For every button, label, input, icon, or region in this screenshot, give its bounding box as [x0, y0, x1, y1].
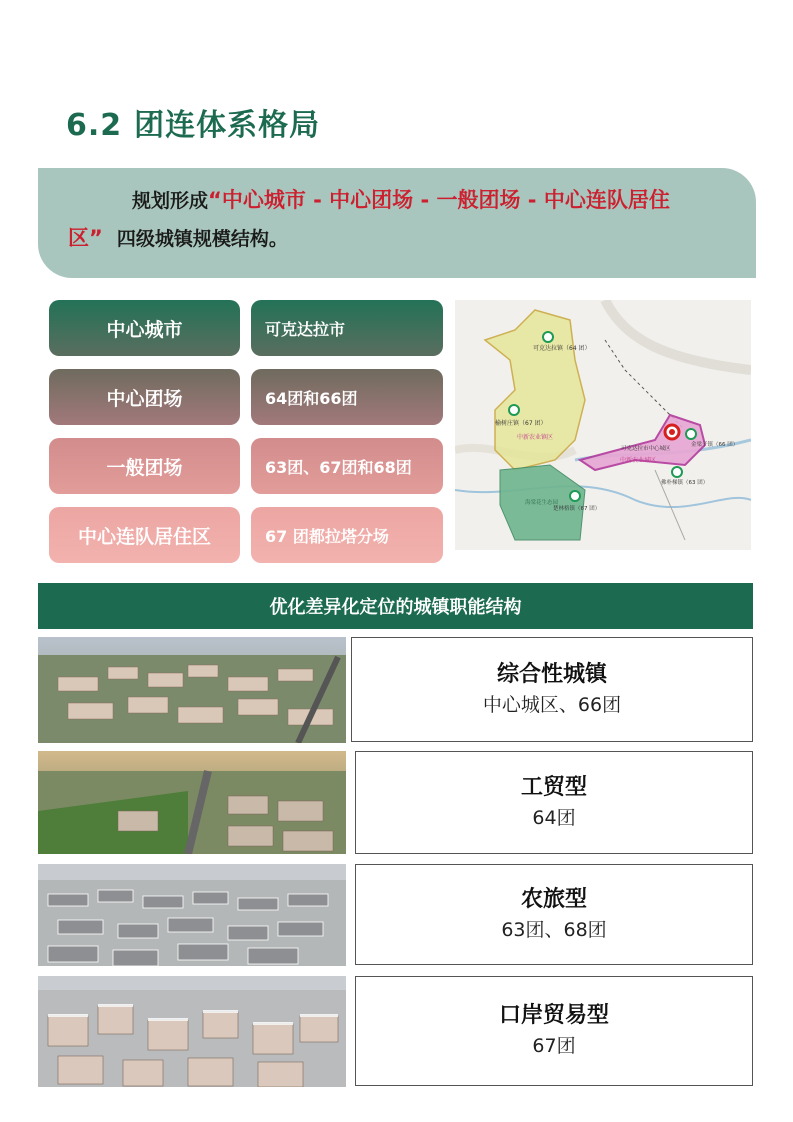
- map-marker-66: [686, 429, 696, 439]
- function-type-3: 农旅型: [520, 886, 587, 912]
- map-label-8: 海棠花生态园: [525, 500, 559, 506]
- map-marker-67b: [570, 491, 580, 501]
- intro-box: [38, 168, 756, 278]
- function-box-2: [355, 751, 753, 854]
- function-box-3: [355, 864, 753, 965]
- map-label-5: 金梁子镇（66 团）: [691, 442, 739, 448]
- map-label-3: 中新农业镇区: [517, 434, 554, 441]
- function-box-4: [355, 976, 753, 1086]
- map-marker-67a: [509, 405, 519, 415]
- aerial-photo-3: [38, 864, 346, 966]
- aerial-photo-1: [38, 637, 346, 743]
- tier-value-1: 可克达拉市: [251, 300, 443, 356]
- function-places-2: 64团: [532, 806, 576, 829]
- tier-label-3: 一般团场: [49, 438, 240, 494]
- tier-label-1: 中心城市: [49, 300, 240, 356]
- section-number: 6.2: [66, 108, 123, 143]
- intro-prefix: 规划形成: [132, 190, 209, 212]
- intro-suffix: 四级城镇规模结构。: [116, 228, 288, 250]
- function-box-1: [351, 637, 753, 742]
- function-places-3: 63团、68团: [501, 918, 607, 941]
- function-type-4: 口岸贸易型: [498, 1003, 609, 1028]
- map-label-6: 中新农业城区: [620, 457, 657, 464]
- aerial-photo-2: [38, 751, 346, 854]
- intro-highlight-2: 区”: [68, 226, 103, 250]
- map-marker-63: [672, 467, 682, 477]
- function-places-4: 67团: [532, 1035, 576, 1057]
- tier-label-4: 中心连队居住区: [49, 507, 240, 563]
- tier-value-4: 67 团都拉塔分场: [251, 507, 443, 563]
- section-title: 团连体系格局: [134, 108, 321, 143]
- map-label-4: 可克达拉市中心城区: [621, 446, 671, 452]
- map-label-7: 佛朴梯镇（63 团）: [661, 480, 709, 486]
- function-type-2: 工贸型: [520, 774, 587, 800]
- tier-value-3: 63团、67团和68团: [251, 438, 443, 494]
- function-type-1: 综合性城镇: [496, 661, 607, 687]
- function-places-1: 中心城区、66团: [482, 693, 622, 716]
- function-banner: 优化差异化定位的城镇职能结构: [38, 583, 753, 629]
- section-heading: [66, 100, 320, 144]
- intro-highlight-1: “中心城市 - 中心团场 - 一般团场 - 中心连队居住: [208, 188, 670, 212]
- map-label-1: 可克达拉镇（64 团）: [533, 345, 591, 352]
- town-map: [455, 300, 751, 550]
- map-label-2: 榆树庄镇（67 团）: [495, 420, 547, 427]
- tier-value-2: 64团和66团: [251, 369, 443, 425]
- map-marker-64: [543, 332, 553, 342]
- aerial-photo-4: [38, 976, 346, 1087]
- map-label-9: 楚林格镇（67 团）: [553, 506, 601, 512]
- tier-label-2: 中心团场: [49, 369, 240, 425]
